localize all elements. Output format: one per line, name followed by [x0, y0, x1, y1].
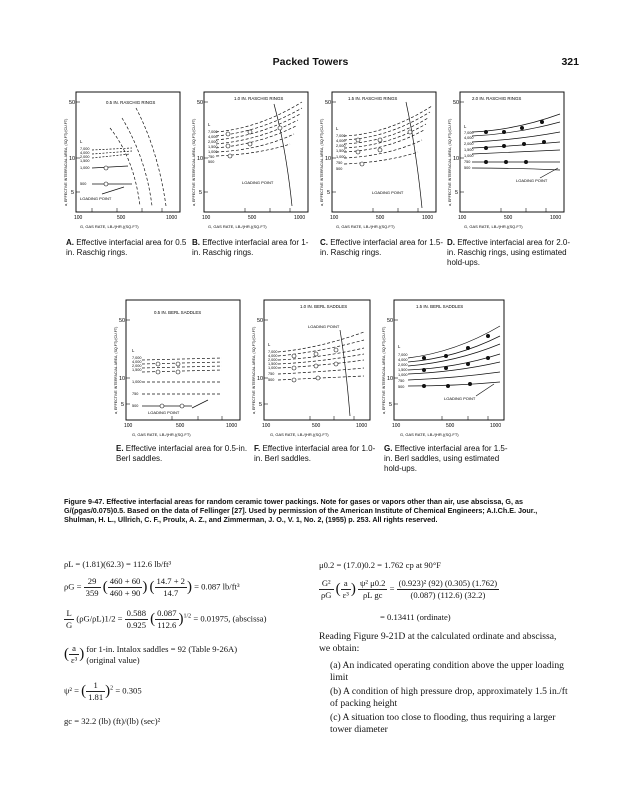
liquid-rate-label: 750 — [268, 372, 275, 376]
liquid-rate-label: 500 — [336, 167, 343, 171]
numerator: (0.923)² (92) (0.305) (1.762) — [398, 578, 498, 588]
caption-d — [447, 238, 571, 268]
liquid-rate-label: 1,000 — [464, 154, 474, 158]
y-tick-50: 50 — [325, 100, 332, 106]
y-tick-50: 50 — [197, 100, 204, 106]
x-tick-500: 500 — [376, 215, 385, 221]
y-axis-label: a, EFFECTIVE INTERFACIAL AREA, (SQ.FT)/(CU.FT) — [320, 118, 324, 206]
caption-text: Effective interfacial area for 1.5-in. Berl saddles, using estimated hold-ups. — [384, 444, 508, 473]
y-tick-10: 10 — [69, 156, 76, 162]
liquid-rate-label: 2,000 — [80, 155, 90, 159]
caption-letter: E. — [116, 444, 124, 453]
fraction — [64, 608, 74, 631]
liquid-rate-label: L — [208, 122, 211, 127]
x-tick-500: 500 — [117, 215, 126, 221]
eq-psi: ψ² = ( $\frac{1}{1.81}$ )$^2$ = 0.305 — [64, 680, 142, 702]
liquid-rate-label: 1,000 — [208, 150, 218, 154]
option-b: (b) A condition of high pressure drop, approximately 1.5 in./ft of packing height — [330, 686, 568, 710]
liquid-rate-label: 750 — [336, 161, 343, 165]
chart-panel-f — [250, 296, 380, 444]
denominator: 460 + 90 — [109, 588, 141, 598]
y-tick-10: 10 — [257, 376, 264, 382]
x-axis-label: G, GAS RATE, LB./(HR.)(SQ.FT) — [270, 432, 329, 437]
caption-text: Effective interfacial area for 1-in. Raschig rings. — [192, 238, 309, 257]
liquid-rate-label: 500 — [208, 160, 215, 164]
y-axis-label: a, EFFECTIVE INTERFACIAL AREA, (SQ.FT)/(CU.FT) — [382, 326, 386, 414]
x-tick-500: 500 — [504, 215, 513, 221]
x-tick-500: 500 — [446, 423, 455, 429]
liquid-rate-label: 1,500 — [464, 148, 474, 152]
x-tick-100: 100 — [392, 423, 401, 429]
liquid-rate-label: 750 — [132, 392, 139, 396]
liquid-rate-label: 1,500 — [268, 362, 278, 366]
liquid-rate-label: 4,000 — [268, 354, 278, 358]
numerator: 14.7 + 2 — [156, 576, 185, 586]
liquid-rate-label: 7,000 — [398, 353, 408, 357]
eq-lhs: ψ² = — [64, 685, 79, 696]
caption-f — [254, 444, 380, 464]
y-axis-label: a, EFFECTIVE INTERFACIAL AREA, (SQ.FT)/(CU.FT) — [192, 118, 196, 206]
liquid-rate-label: 4,000 — [132, 360, 142, 364]
numerator: 0.087 — [157, 608, 177, 618]
caption-letter: D. — [447, 238, 455, 247]
numerator: G² — [319, 578, 334, 590]
x-tick-500: 500 — [312, 423, 321, 429]
liquid-rate-label: 4,000 — [336, 139, 346, 143]
caption-letter: G. — [384, 444, 393, 453]
chart-label: 1.0 IN. BERL SADDLES — [300, 304, 348, 309]
y-tick-5: 5 — [71, 190, 75, 196]
fraction — [341, 578, 351, 601]
numerator: 1 — [86, 680, 105, 692]
x-tick-1000: 1000 — [422, 215, 434, 221]
loading-point-label: LOADING POINT — [308, 324, 340, 329]
caption-text: Effective interfacial area for 0.5 in. Raschig rings. — [66, 238, 187, 257]
fraction — [155, 576, 187, 599]
eq-packing-factor: ( $\frac{a}{\text{ε³}}$ ) for 1-in. Intalox saddles = 92 (Table 9-26A) (original value) — [64, 643, 238, 665]
x-axis-label: G, GAS RATE, LB./(HR.)(SQ.FT) — [132, 432, 191, 437]
loading-point-label: LOADING POINT — [372, 190, 404, 195]
x-axis-label: G, GAS RATE, LB./(HR.)(SQ.FT) — [336, 224, 395, 229]
eq-middle: (ρG/ρL)1/2 = — [76, 613, 123, 624]
caption-text: Effective interfacial area for 1.0-in. Berl saddles. — [254, 444, 376, 463]
liquid-rate-label: 1,500 — [208, 145, 218, 149]
chart-panel-b — [190, 88, 318, 236]
denominator: ε³ — [342, 590, 349, 600]
liquid-rate-label: 500 — [464, 166, 471, 170]
denominator: 1.81 — [88, 692, 104, 702]
x-axis-label: G, GAS RATE, LB./(HR.)(SQ.FT) — [208, 224, 267, 229]
eq-result: = 0.087 lb/ft³ — [194, 581, 240, 592]
x-axis-label: G, GAS RATE, LB./(HR.)(SQ.FT) — [464, 224, 523, 229]
liquid-rate-label: 500 — [398, 385, 405, 389]
numerator: 460 + 60 — [109, 576, 141, 586]
y-tick-50: 50 — [387, 318, 394, 324]
x-tick-1000: 1000 — [166, 215, 178, 221]
liquid-rate-label: 7,000 — [464, 131, 474, 135]
liquid-rate-label: 1,500 — [132, 368, 142, 372]
y-tick-5: 5 — [121, 402, 125, 408]
loading-point-label: LOADING POINT — [516, 178, 548, 183]
eq-lhs: ρG = — [64, 581, 82, 592]
fraction — [358, 578, 387, 601]
liquid-rate-label: 7,000 — [268, 350, 278, 354]
figure-caption: Figure 9-47. Effective interfacial areas for random ceramic tower packings. Note for gases or vapors other than air, use abscissa, G, as G/(ρgas/0.075)0.5. Based on the data of Fellinger [27]. Used by permission of the American Institute of Chemical Engineers; A.I.Ch.E. Jour., Shulman, H. L., Ullrich, C. F., Proulx, A. Z., and Zimmerman, J. O., V. 1, No. 2, (1955) p. 253. All rights reserved. — [64, 497, 538, 525]
chart-label: 1.5 IN. BERL SADDLES — [416, 304, 464, 309]
caption-text: Effective interfacial area for 2.0-in. Raschig rings, using estimated hold-ups. — [447, 238, 571, 267]
caption-text: Effective interfacial area for 1.5-in. Raschig rings. — [320, 238, 444, 257]
liquid-rate-label: 4,000 — [464, 136, 474, 140]
caption-e — [116, 444, 250, 464]
fraction — [69, 643, 79, 666]
denominator: 112.6 — [157, 620, 177, 630]
y-tick-50: 50 — [257, 318, 264, 324]
loading-point-label: LOADING POINT — [444, 396, 476, 401]
liquid-rate-label: 500 — [132, 404, 139, 408]
x-tick-100: 100 — [124, 423, 133, 429]
y-tick-10: 10 — [387, 376, 394, 382]
liquid-rate-label: 7,000 — [336, 134, 346, 138]
x-tick-1000: 1000 — [356, 423, 368, 429]
x-tick-100: 100 — [262, 423, 271, 429]
running-header-title: Packed Towers — [272, 56, 349, 68]
denominator: ε³ — [71, 655, 78, 665]
y-tick-50: 50 — [453, 100, 460, 106]
x-tick-500: 500 — [248, 215, 257, 221]
y-tick-50: 50 — [119, 318, 126, 324]
eq-result: = 0.305 — [115, 685, 142, 696]
chart-panel-a — [62, 88, 190, 236]
liquid-rate-label: 1,000 — [80, 166, 90, 170]
fraction — [155, 608, 178, 631]
caption-letter: B. — [192, 238, 200, 247]
y-axis-label: a, EFFECTIVE INTERFACIAL AREA, (SQ.FT)/(CU.FT) — [448, 118, 452, 206]
x-tick-100: 100 — [202, 215, 211, 221]
chart-label: 0.5 IN. RASCHIG RINGS — [106, 100, 156, 105]
eq-rho-gas: ρG = $\frac{29}{359}$ ( $\frac{460 + 60}{460 + 90}$ ) ( $\frac{14.7 + 2}{14.7}$ ) = 0.087 lb/ft³ — [64, 576, 240, 598]
liquid-rate-label: 750 — [464, 160, 471, 164]
caption-c — [320, 238, 444, 258]
fraction — [86, 680, 105, 703]
liquid-rate-label: 1,500 — [80, 159, 90, 163]
y-tick-5: 5 — [389, 402, 393, 408]
chart-panel-e — [112, 296, 250, 444]
option-a: (a) An indicated operating condition above the upper loading limit — [330, 660, 564, 684]
eq-abscissa: $\frac{L}{G}$ (ρG/ρL)1/2 = $\frac{0.588}{0.925}$ ( $\frac{0.087}{112.6}$ )$^{1/2}$ = 0.01975, (abscissa) — [66, 608, 267, 630]
x-tick-100: 100 — [458, 215, 467, 221]
y-tick-50: 50 — [69, 100, 76, 106]
numerator: 29 — [84, 576, 101, 588]
fraction — [397, 578, 500, 601]
y-tick-10: 10 — [325, 156, 332, 162]
liquid-rate-label: 4,000 — [398, 358, 408, 362]
numerator: 0.588 — [126, 608, 146, 618]
intalox-line-2: (original value) — [86, 654, 140, 665]
caption-letter: C. — [320, 238, 328, 247]
liquid-rate-label: 1,500 — [398, 368, 408, 372]
liquid-rate-label: 7,000 — [208, 130, 218, 134]
chart-panel-c — [318, 88, 446, 236]
y-axis-label: a, EFFECTIVE INTERFACIAL AREA, (SQ.FT)/(CU.FT) — [114, 326, 118, 414]
liquid-rate-label: 1,000 — [268, 366, 278, 370]
denominator: 359 — [85, 588, 99, 598]
numerator: L — [64, 608, 74, 620]
page-number: 321 — [561, 56, 579, 68]
fraction — [84, 576, 101, 599]
liquid-rate-label: 2,000 — [132, 364, 142, 368]
liquid-rate-label: 750 — [398, 379, 405, 383]
liquid-rate-label: 1,500 — [336, 149, 346, 153]
reading-paragraph: Reading Figure 9-21D at the calculated ordinate and abscissa, we obtain: — [319, 631, 557, 655]
liquid-rate-label: 7,000 — [132, 356, 142, 360]
eq-rho-liquid: ρL = (1.81)(62.3) = 112.6 lb/ft³ — [64, 559, 172, 569]
liquid-rate-label: 500 — [268, 378, 275, 382]
numerator: a — [69, 643, 79, 655]
x-axis-label: G, GAS RATE, LB./(HR.)(SQ.FT) — [400, 432, 459, 437]
y-tick-5: 5 — [259, 402, 263, 408]
liquid-rate-label: L — [132, 348, 135, 353]
fraction — [108, 576, 143, 599]
chart-panel-g — [380, 296, 514, 444]
chart-label: 1.5 IN. RASCHIG RINGS — [348, 96, 398, 101]
liquid-rate-label: 1,000 — [336, 155, 346, 159]
eq-mu: μ0.2 = (17.0)0.2 = 1.762 cp at 90°F — [319, 560, 442, 570]
fraction — [125, 608, 148, 631]
liquid-rate-label: 4,000 — [208, 135, 218, 139]
denominator: 14.7 — [163, 588, 179, 598]
y-axis-label: a, EFFECTIVE INTERFACIAL AREA, (SQ.FT)/(CU.FT) — [64, 118, 68, 206]
denominator: (0.087) (112.6) (32.2) — [410, 590, 486, 600]
loading-point-label: LOADING POINT — [242, 180, 274, 185]
eq-ordinate-result: = 0.13411 (ordinate) — [380, 612, 451, 622]
x-tick-1000: 1000 — [490, 423, 502, 429]
x-tick-500: 500 — [176, 423, 185, 429]
y-tick-5: 5 — [199, 190, 203, 196]
x-tick-100: 100 — [74, 215, 83, 221]
liquid-rate-label: 1,000 — [132, 380, 142, 384]
x-tick-1000: 1000 — [226, 423, 238, 429]
y-axis-label: a, EFFECTIVE INTERFACIAL AREA, (SQ.FT)/(CU.FT) — [252, 326, 256, 414]
eq-result: = 0.01975, (abscissa) — [193, 613, 267, 624]
chart-panel-d — [446, 88, 574, 236]
numerator: a — [341, 578, 351, 590]
denominator: G — [66, 620, 73, 630]
liquid-rate-label: 2,000 — [398, 363, 408, 367]
x-tick-1000: 1000 — [550, 215, 562, 221]
numerator: ψ² μ0.2 — [360, 578, 386, 588]
liquid-rate-label: L — [80, 139, 83, 144]
eq-ordinate: $\frac{\text{G²}}{\rho G}$ ( $\frac{a}{\text{ε³}}$ ) $\frac{\text{ψ² μ0.2}}{\text{ρL gc}}$ = $\frac{\text{(0.923)² (92) (0.305) (1.762)}}{(0.087) (112.6) (32.2)}$ — [321, 578, 498, 600]
liquid-rate-label: 500 — [80, 182, 87, 186]
liquid-rate-label: L — [336, 126, 339, 131]
liquid-rate-label: 1,000 — [398, 373, 408, 377]
denominator: ρL gc — [362, 590, 383, 600]
caption-a — [66, 238, 190, 258]
caption-text: Effective interfacial area for 0.5-in. Berl saddles. — [116, 444, 248, 463]
chart-label: 1.0 IN. RASCHIG RINGS — [234, 96, 284, 101]
caption-letter: F. — [254, 444, 261, 453]
caption-letter: A. — [66, 238, 74, 247]
loading-point-label: LOADING POINT — [80, 196, 112, 201]
y-tick-5: 5 — [455, 190, 459, 196]
denominator: 0.925 — [126, 620, 146, 630]
eq-gc: gc = 32.2 (lb) (ft)/(lb) (sec)² — [64, 716, 161, 726]
liquid-rate-label: 2,000 — [268, 358, 278, 362]
liquid-rate-label: L — [464, 124, 467, 129]
liquid-rate-label: 7,000 — [80, 147, 90, 151]
y-tick-10: 10 — [453, 156, 460, 162]
liquid-rate-label: 750 — [208, 155, 215, 159]
fraction — [319, 578, 334, 601]
option-c: (c) A situation too close to flooding, thus requiring a larger tower diameter — [330, 712, 556, 736]
chart-label: 0.5 IN. BERL SADDLES — [154, 310, 202, 315]
y-tick-10: 10 — [197, 156, 204, 162]
y-tick-5: 5 — [327, 190, 331, 196]
liquid-rate-label: 4,000 — [80, 151, 90, 155]
x-tick-1000: 1000 — [294, 215, 306, 221]
x-tick-100: 100 — [330, 215, 339, 221]
x-axis-label: G, GAS RATE, LB./(HR.)(SQ.FT) — [80, 224, 139, 229]
liquid-rate-label: 2,000 — [336, 144, 346, 148]
caption-b — [192, 238, 316, 258]
liquid-rate-label: L — [398, 344, 401, 349]
caption-g — [384, 444, 514, 474]
liquid-rate-label: 2,000 — [464, 142, 474, 146]
liquid-rate-label: L — [268, 342, 271, 347]
denominator: ρG — [321, 590, 332, 600]
intalox-line-1: for 1-in. Intalox saddles = 92 (Table 9-26A) — [86, 643, 238, 654]
y-tick-10: 10 — [119, 376, 126, 382]
chart-label: 2.0 IN. RASCHIG RINGS — [472, 96, 522, 101]
liquid-rate-label: 2,000 — [208, 140, 218, 144]
loading-point-label: LOADING POINT — [148, 410, 180, 415]
